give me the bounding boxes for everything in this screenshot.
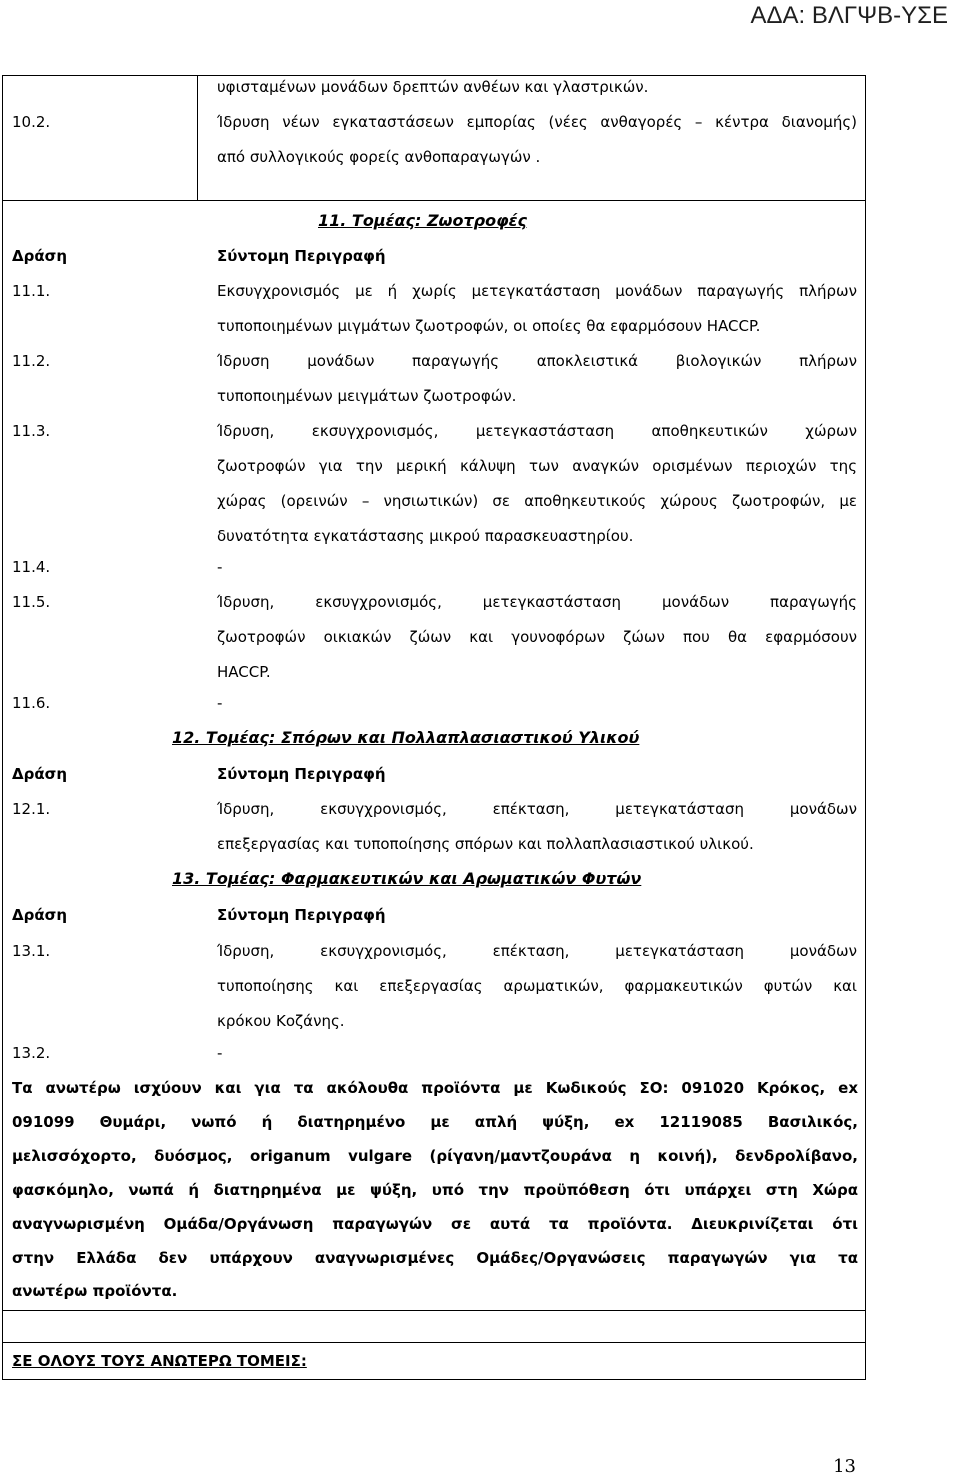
- row-desc-line: Ίδρυση, εκσυγχρονισμός, μετεγκαστάσταση αποθηκευτικών χώρων: [217, 422, 857, 440]
- row-desc-line: Ίδρυση, εκσυγχρονισμός, επέκταση, μετεγκατάσταση μονάδων: [217, 800, 857, 818]
- row-number: 13.2.: [12, 1044, 51, 1062]
- row-desc-line: επεξεργασίας και τυποποίησης σπόρων και πολλαπλασιαστικού υλικού.: [217, 835, 754, 853]
- row-desc-line: ζωοτροφών οικιακών ζώων και γουνοφόρων ζώων που θα εφαρμόσουν: [217, 628, 857, 646]
- col-desc-header: Σύντομη Περιγραφή: [217, 765, 386, 783]
- note-line: 091099 Θυμάρι, νωπό ή διατηρημένο με απλή ψύξη, ex 12119085 Βασιλικός,: [12, 1113, 858, 1131]
- row-desc-line: -: [217, 1044, 223, 1062]
- row-desc-line: Ίδρυση, εκσυγχρονισμός, επέκταση, μετεγκατάσταση μονάδων: [217, 942, 857, 960]
- row-divider: [2, 1310, 866, 1311]
- row-desc-line: τυποποιημένων μιγμάτων ζωοτροφών, οι οποίες θα εφαρμόσουν HACCP.: [217, 317, 761, 335]
- row-desc-line: τυποποίησης και επεξεργασίας αρωματικών, φαρμακευτικών φυτών και: [217, 977, 857, 995]
- col-desc-header: Σύντομη Περιγραφή: [217, 906, 386, 924]
- row-number: 11.4.: [12, 558, 51, 576]
- row-number: 13.1.: [12, 942, 51, 960]
- row-desc-line: -: [217, 694, 223, 712]
- row-desc-line: χώρας (ορεινών – νησιωτικών) σε αποθηκευτικούς χώρους ζωοτροφών, με: [217, 492, 857, 510]
- note-line: μελισσόχορτο, δυόσμος, origanum vulgare (ρίγανη/μαντζουράνα η κοινή), δενδρολίβανο,: [12, 1147, 858, 1165]
- sector-12-heading: 12. Τομέας: Σπόρων και Πολλαπλασιαστικού Υλικού: [172, 728, 640, 747]
- col-action-header: Δράση: [12, 765, 68, 783]
- row-number: 11.5.: [12, 593, 51, 611]
- note-line: στην Ελλάδα δεν υπάρχουν αναγνωρισμένες Ομάδες/Οργανώσεις παραγωγών για τα: [12, 1249, 858, 1267]
- note-line: ανωτέρω προϊόντα.: [12, 1282, 178, 1300]
- ada-code: ΑΔΑ: ΒΛΓΨΒ-ΥΣΕ: [750, 2, 948, 29]
- column-divider: [197, 75, 198, 201]
- row-desc-line: τυποποιημένων μειγμάτων ζωοτροφών.: [217, 387, 517, 405]
- all-sectors-label: ΣΕ ΟΛΟΥΣ ΤΟΥΣ ΑΝΩΤΕΡΩ ΤΟΜΕΙΣ:: [12, 1352, 307, 1370]
- row-desc-line: ζωοτροφών για την μερική κάλυψη των αναγκών ορισμένων περιοχών της: [217, 457, 857, 475]
- row-desc-line: από συλλογικούς φορείς ανθοπαραγωγών .: [217, 148, 541, 166]
- col-action-header: Δράση: [12, 247, 68, 265]
- row-desc-line: Εκσυγχρονισμός με ή χωρίς μετεγκατάσταση μονάδων παραγωγής πλήρων: [217, 282, 857, 300]
- note-line: Τα ανωτέρω ισχύουν και για τα ακόλουθα προϊόντα με Κωδικούς ΣΟ: 091020 Κρόκος, ex: [12, 1079, 858, 1097]
- page-number: 13: [833, 1456, 856, 1477]
- row-number: 11.6.: [12, 694, 51, 712]
- row-desc-line: -: [217, 558, 223, 576]
- col-action-header: Δράση: [12, 906, 68, 924]
- row-desc-line: κρόκου Κοζάνης.: [217, 1012, 345, 1030]
- row-divider: [2, 1342, 866, 1343]
- note-line: φασκόμηλο, νωπά ή διατηρημένα με ψύξη, υπό την προϋπόθεση ότι υπάρχει στη Χώρα: [12, 1181, 858, 1199]
- sector-13-heading: 13. Τομέας: Φαρμακευτικών και Αρωματικών Φυτών: [172, 869, 642, 888]
- col-desc-header: Σύντομη Περιγραφή: [217, 247, 386, 265]
- row-number: 12.1.: [12, 800, 51, 818]
- sector-11-heading: 11. Τομέας: Ζωοτροφές: [318, 211, 528, 230]
- row-desc-line: Ίδρυση μονάδων παραγωγής αποκλειστικά βιολογικών πλήρων: [217, 352, 857, 370]
- row-number: 10.2.: [12, 113, 51, 131]
- row-desc-line: Ίδρυση νέων εγκαταστάσεων εμπορίας (νέες ανθαγορές – κέντρα διανομής): [217, 113, 857, 131]
- row-number: 11.3.: [12, 422, 51, 440]
- sec10-intro: υφισταμένων μονάδων δρεπτών ανθέων και γλαστρικών.: [217, 78, 649, 96]
- row-desc-line: δυνατότητα εγκατάστασης μικρού παρασκευαστηρίου.: [217, 527, 634, 545]
- row-desc-line: Ίδρυση, εκσυγχρονισμός, μετεγκαστάσταση μονάδων παραγωγής: [217, 593, 857, 611]
- note-line: αναγνωρισμένη Ομάδα/Οργάνωση παραγωγών σε αυτά τα προϊόντα. Διευκρινίζεται ότι: [12, 1215, 858, 1233]
- row-divider: [2, 200, 866, 201]
- row-number: 11.2.: [12, 352, 51, 370]
- row-desc-line: HACCP.: [217, 663, 271, 681]
- row-number: 11.1.: [12, 282, 51, 300]
